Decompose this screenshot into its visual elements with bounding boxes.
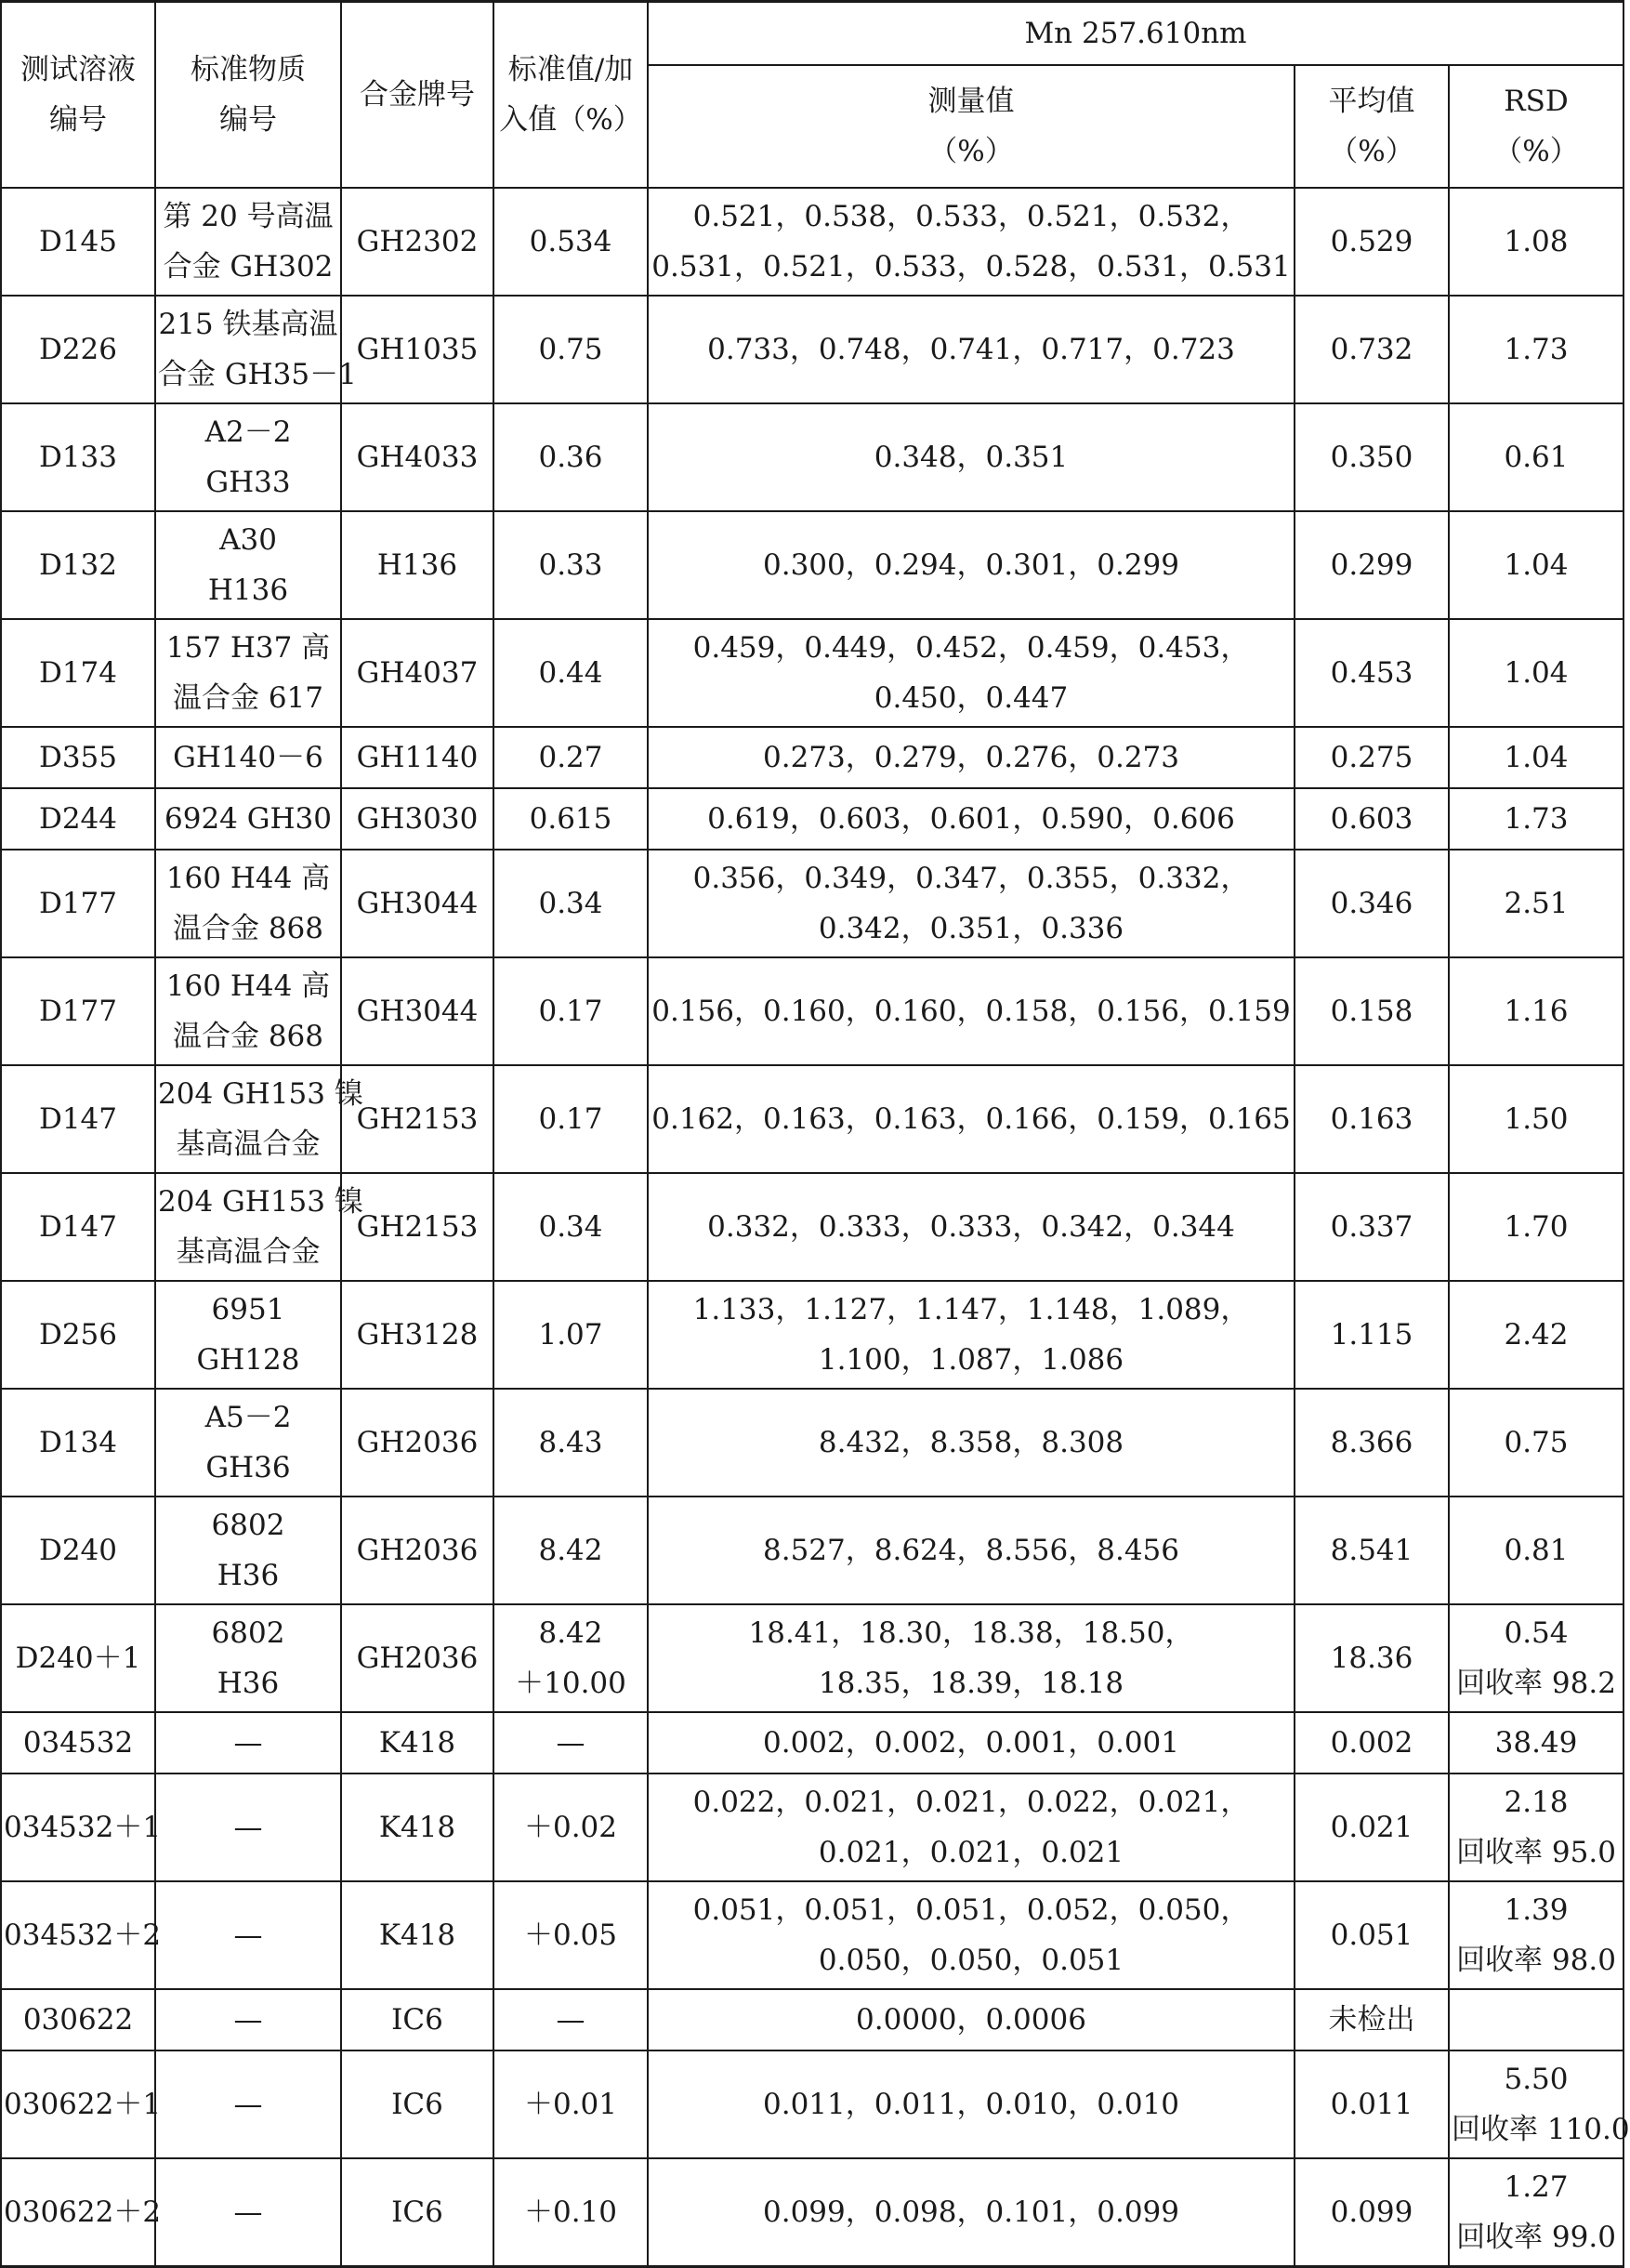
header-solution-no: 测试溶液 编号 [1,2,155,189]
cell-std-value: 8.42 ＋10.00 [493,1604,648,1712]
cell-standard-no: — [155,2158,341,2267]
table-row [1,403,1623,511]
cell-solution-no: D147 [1,1065,155,1173]
table-row [1,511,1623,619]
cell-standard-no: — [155,1774,341,1881]
cell-rsd: 1.08 [1449,188,1623,296]
cell-standard-no: 204 GH153 镍 基高温合金 [155,1065,341,1173]
cell-average: 0.350 [1295,403,1449,511]
cell-alloy: GH2036 [341,1604,493,1712]
cell-standard-no: 第 20 号高温 合金 GH302 [155,188,341,296]
cell-rsd: 0.81 [1449,1497,1623,1604]
cell-average: 0.163 [1295,1065,1449,1173]
cell-solution-no: D240＋1 [1,1604,155,1712]
cell-standard-no: 215 铁基高温 合金 GH35－1 [155,296,341,403]
table-row [1,1881,1623,1989]
cell-average: 0.529 [1295,188,1449,296]
cell-standard-no: 160 H44 高 温合金 868 [155,850,341,957]
cell-solution-no: D132 [1,511,155,619]
table-row [1,1604,1623,1712]
table-row [1,850,1623,957]
header-alloy: 合金牌号 [341,2,493,189]
cell-average: 0.603 [1295,788,1449,850]
cell-solution-no: D240 [1,1497,155,1604]
cell-measured: 0.273，0.279，0.276，0.273 [648,727,1295,788]
cell-alloy: GH2036 [341,1497,493,1604]
cell-measured: 0.521，0.538，0.533，0.521，0.532， 0.531，0.521，0.533，0.528，0.531，0.531 [648,188,1295,296]
cell-alloy: GH2153 [341,1173,493,1281]
table-row [1,957,1623,1065]
cell-average: 18.36 [1295,1604,1449,1712]
cell-measured: 0.162，0.163，0.163，0.166，0.159，0.165 [648,1065,1295,1173]
cell-std-value: 8.43 [493,1389,648,1497]
cell-standard-no: 6802 H36 [155,1604,341,1712]
table-row [1,188,1623,296]
cell-solution-no: D133 [1,403,155,511]
table-row [1,727,1623,788]
cell-standard-no: A5－2 GH36 [155,1389,341,1497]
cell-rsd: 1.73 [1449,788,1623,850]
cell-rsd: 1.70 [1449,1173,1623,1281]
cell-average: 0.021 [1295,1774,1449,1881]
cell-measured: 0.356，0.349，0.347，0.355，0.332， 0.342，0.351，0.336 [648,850,1295,957]
cell-rsd: 2.51 [1449,850,1623,957]
cell-measured: 18.41，18.30，18.38，18.50， 18.35，18.39，18.18 [648,1604,1295,1712]
table-row [1,2050,1623,2158]
cell-measured: 8.432，8.358，8.308 [648,1389,1295,1497]
cell-alloy: K418 [341,1774,493,1881]
cell-standard-no: 204 GH153 镍 基高温合金 [155,1173,341,1281]
cell-alloy: GH3044 [341,850,493,957]
header-measured: 测量值 （%） [648,65,1295,188]
cell-solution-no: D174 [1,619,155,727]
cell-standard-no: 6802 H36 [155,1497,341,1604]
cell-rsd: 1.50 [1449,1065,1623,1173]
cell-std-value: 0.27 [493,727,648,788]
cell-solution-no: D147 [1,1173,155,1281]
cell-standard-no: — [155,1712,341,1774]
cell-alloy: GH2036 [341,1389,493,1497]
cell-alloy: K418 [341,1881,493,1989]
cell-solution-no: D355 [1,727,155,788]
table-row [1,296,1623,403]
cell-average: 8.366 [1295,1389,1449,1497]
header-rsd: RSD （%） [1449,65,1623,188]
cell-std-value: ＋0.01 [493,2050,648,2158]
cell-rsd: 2.42 [1449,1281,1623,1389]
cell-measured: 0.002，0.002，0.001，0.001 [648,1712,1295,1774]
cell-measured: 0.348，0.351 [648,403,1295,511]
cell-solution-no: 030622 [1,1989,155,2050]
cell-alloy: K418 [341,1712,493,1774]
cell-std-value: 0.615 [493,788,648,850]
table-row [1,1712,1623,1774]
cell-alloy: GH4033 [341,403,493,511]
cell-solution-no: D226 [1,296,155,403]
cell-std-value: — [493,1989,648,2050]
table-row [1,2158,1623,2267]
cell-solution-no: 030622＋2 [1,2158,155,2267]
cell-standard-no: — [155,1881,341,1989]
cell-std-value: 0.34 [493,850,648,957]
table-row [1,788,1623,850]
cell-average: 1.115 [1295,1281,1449,1389]
cell-alloy: GH2153 [341,1065,493,1173]
cell-average: 0.051 [1295,1881,1449,1989]
cell-measured: 0.099，0.098，0.101，0.099 [648,2158,1295,2267]
cell-measured: 8.527，8.624，8.556，8.456 [648,1497,1295,1604]
cell-rsd: 1.27 回收率 99.0 [1449,2158,1623,2267]
cell-standard-no: 6951 GH128 [155,1281,341,1389]
cell-solution-no: D177 [1,850,155,957]
cell-alloy: GH4037 [341,619,493,727]
cell-rsd: 38.49 [1449,1712,1623,1774]
cell-standard-no: A30 H136 [155,511,341,619]
cell-average: 0.346 [1295,850,1449,957]
cell-rsd: 1.04 [1449,511,1623,619]
cell-measured: 0.733，0.748，0.741，0.717，0.723 [648,296,1295,403]
cell-standard-no: — [155,2050,341,2158]
table-row [1,619,1623,727]
cell-average: 0.275 [1295,727,1449,788]
cell-standard-no: GH140－6 [155,727,341,788]
cell-solution-no: D134 [1,1389,155,1497]
cell-alloy: IC6 [341,1989,493,2050]
cell-std-value: 1.07 [493,1281,648,1389]
table-body [1,188,1630,2267]
cell-solution-no: 034532＋1 [1,1774,155,1881]
cell-solution-no: 034532＋2 [1,1881,155,1989]
table-row [1,1989,1623,2050]
cell-alloy: GH1035 [341,296,493,403]
cell-rsd: 0.61 [1449,403,1623,511]
cell-solution-no: D244 [1,788,155,850]
cell-average: 0.453 [1295,619,1449,727]
cell-average: 0.002 [1295,1712,1449,1774]
cell-std-value: 0.17 [493,1065,648,1173]
cell-average: 0.732 [1295,296,1449,403]
cell-std-value: 0.75 [493,296,648,403]
cell-standard-no: A2－2 GH33 [155,403,341,511]
cell-measured: 0.619，0.603，0.601，0.590，0.606 [648,788,1295,850]
cell-standard-no: — [155,1989,341,2050]
cell-measured: 0.022，0.021，0.021，0.022，0.021， 0.021，0.021，0.021 [648,1774,1295,1881]
cell-standard-no: 6924 GH30 [155,788,341,850]
cell-rsd: 0.54 回收率 98.2 [1449,1604,1623,1712]
cell-average: 0.299 [1295,511,1449,619]
cell-alloy: IC6 [341,2158,493,2267]
header-std-value: 标准值/加 入值（%） [493,2,648,189]
cell-solution-no: D177 [1,957,155,1065]
table-row [1,1497,1623,1604]
cell-measured: 0.051，0.051，0.051，0.052，0.050， 0.050，0.050，0.051 [648,1881,1295,1989]
cell-std-value: ＋0.05 [493,1881,648,1989]
cell-average: 0.337 [1295,1173,1449,1281]
cell-solution-no: 030622＋1 [1,2050,155,2158]
cell-alloy: IC6 [341,2050,493,2158]
table-row [1,1173,1623,1281]
cell-std-value: 0.34 [493,1173,648,1281]
table-row [1,1065,1623,1173]
cell-std-value: 0.36 [493,403,648,511]
cell-alloy: H136 [341,511,493,619]
cell-rsd: 5.50 回收率 110.0 [1449,2050,1623,2158]
table-row [1,1774,1623,1881]
cell-alloy: GH1140 [341,727,493,788]
cell-rsd [1449,1989,1623,2050]
cell-alloy: GH3044 [341,957,493,1065]
cell-std-value: — [493,1712,648,1774]
cell-rsd: 1.04 [1449,727,1623,788]
cell-std-value: 0.17 [493,957,648,1065]
cell-measured: 1.133，1.127，1.147，1.148，1.089， 1.100，1.087，1.086 [648,1281,1295,1389]
cell-standard-no: 160 H44 高 温合金 868 [155,957,341,1065]
cell-std-value: 8.42 [493,1497,648,1604]
cell-average: 0.099 [1295,2158,1449,2267]
cell-rsd: 2.18 回收率 95.0 [1449,1774,1623,1881]
cell-alloy: GH3030 [341,788,493,850]
cell-rsd: 1.73 [1449,296,1623,403]
table-header [1,2,1623,189]
cell-average: 8.541 [1295,1497,1449,1604]
cell-measured: 0.459，0.449，0.452，0.459，0.453， 0.450，0.447 [648,619,1295,727]
cell-rsd: 1.04 [1449,619,1623,727]
table-row [1,1281,1623,1389]
cell-alloy: GH2302 [341,188,493,296]
table-row [1,1389,1623,1497]
header-mn-line: Mn 257.610nm [648,2,1623,66]
cell-std-value: ＋0.02 [493,1774,648,1881]
cell-measured: 0.300，0.294，0.301，0.299 [648,511,1295,619]
cell-std-value: 0.44 [493,619,648,727]
cell-standard-no: 157 H37 高 温合金 617 [155,619,341,727]
cell-std-value: 0.33 [493,511,648,619]
cell-alloy: GH3128 [341,1281,493,1389]
cell-solution-no: 034532 [1,1712,155,1774]
cell-measured: 0.332，0.333，0.333，0.342，0.344 [648,1173,1295,1281]
cell-average: 0.158 [1295,957,1449,1065]
header-average: 平均值 （%） [1295,65,1449,188]
cell-std-value: ＋0.10 [493,2158,648,2267]
cell-rsd: 0.75 [1449,1389,1623,1497]
cell-average: 0.011 [1295,2050,1449,2158]
cell-average: 未检出 [1295,1989,1449,2050]
cell-rsd: 1.39 回收率 98.0 [1449,1881,1623,1989]
cell-measured: 0.0000，0.0006 [648,1989,1295,2050]
cell-measured: 0.011，0.011，0.010，0.010 [648,2050,1295,2158]
cell-solution-no: D145 [1,188,155,296]
cell-std-value: 0.534 [493,188,648,296]
cell-solution-no: D256 [1,1281,155,1389]
header-standard-no: 标准物质 编号 [155,2,341,189]
cell-rsd: 1.16 [1449,957,1623,1065]
cell-measured: 0.156，0.160，0.160，0.158，0.156，0.159 [648,957,1295,1065]
